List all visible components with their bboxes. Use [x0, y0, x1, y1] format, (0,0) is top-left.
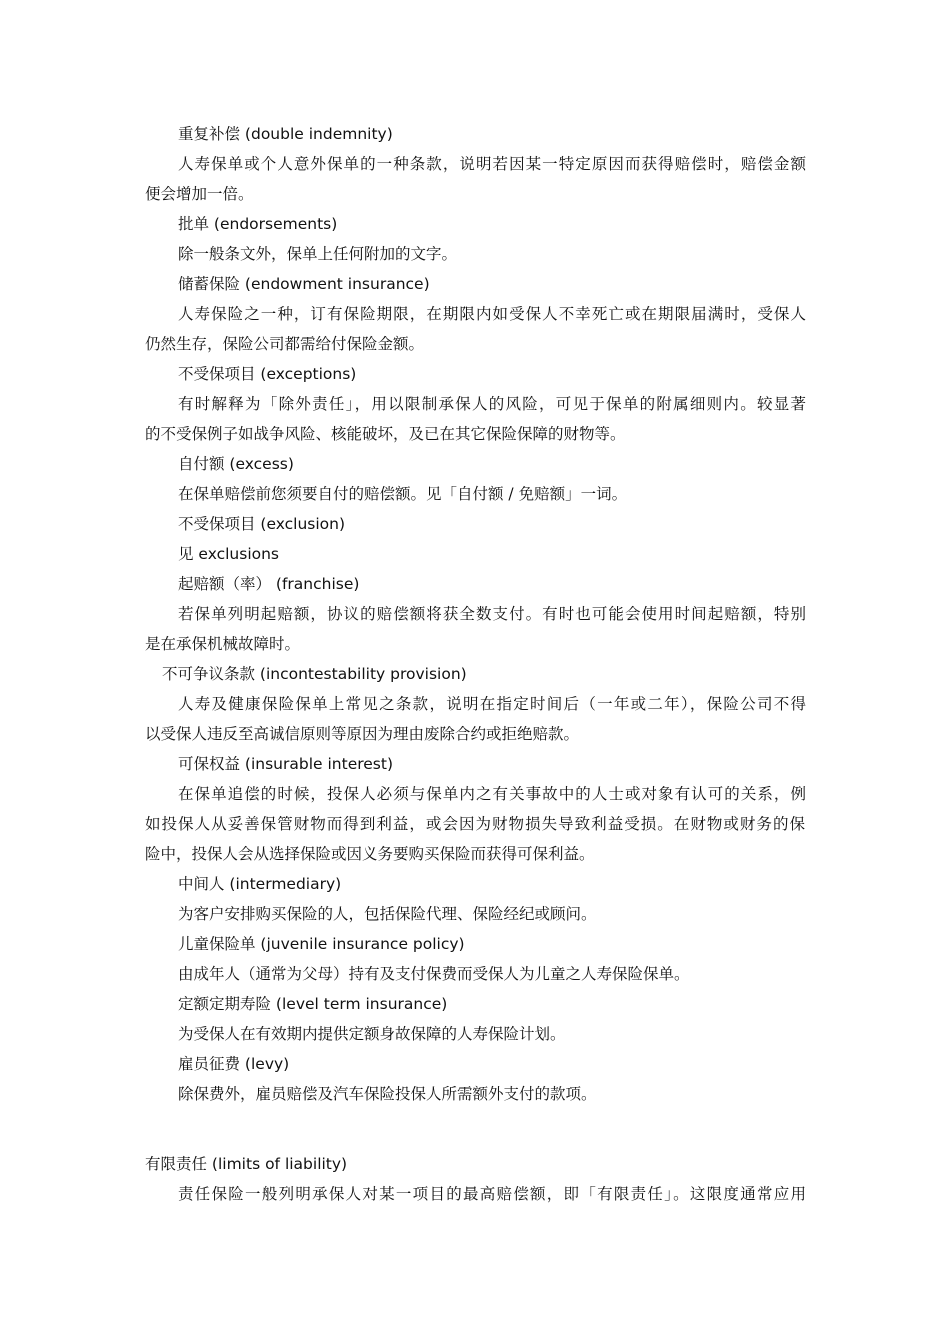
definition-line: 有时解释为「除外责任」，用以限制承保人的风险，可见于保单的附属细则内。较显著	[178, 395, 806, 413]
definition-line: 以受保人违反至高诚信原则等原因为理由废除合约或拒绝赔款。	[145, 725, 580, 743]
definition-line: 为客户安排购买保险的人，包括保险代理、保险经纪或顾问。	[178, 905, 597, 923]
term-heading: 批单 (endorsements)	[178, 215, 338, 233]
definition-line: 在保单赔偿前您须要自付的赔偿额。见「自付额 / 免赔额」一词。	[178, 485, 628, 503]
term-heading: 可保权益 (insurable interest)	[178, 755, 393, 773]
term-heading: 中间人 (intermediary)	[178, 875, 342, 893]
definition-line: 仍然生存，保险公司都需给付保险金额。	[145, 335, 425, 353]
definition-line: 若保单列明起赔额，协议的赔偿额将获全数支付。有时也可能会使用时间起赔额，特别	[178, 605, 806, 623]
definition-line: 见 exclusions	[178, 545, 280, 563]
definition-line: 除一般条文外，保单上任何附加的文字。	[178, 245, 458, 263]
definition-line: 险中，投保人会从选择保险或因义务要购买保险而获得可保利益。	[145, 845, 595, 863]
definition-line: 人寿保险之一种，订有保险期限，在期限内如受保人不幸死亡或在期限届满时，受保人	[178, 305, 806, 323]
definition-line: 责任保险一般列明承保人对某一项目的最高赔偿额，即「有限责任」。这限度通常应用	[178, 1185, 806, 1203]
term-heading: 定额定期寿险 (level term insurance)	[178, 995, 448, 1013]
term-heading: 雇员征费 (levy)	[178, 1055, 290, 1073]
term-heading: 有限责任 (limits of liability)	[145, 1155, 348, 1173]
definition-line: 如投保人从妥善保管财物而得到利益，或会因为财物损失导致利益受损。在财物或财务的保	[145, 815, 805, 833]
term-heading: 不受保项目 (exceptions)	[178, 365, 357, 383]
definition-line: 人寿保单或个人意外保单的一种条款，说明若因某一特定原因而获得赔偿时，赔偿金额	[178, 155, 806, 173]
term-heading: 儿童保险单 (juvenile insurance policy)	[178, 935, 465, 953]
definition-line: 人寿及健康保险保单上常见之条款，说明在指定时间后（一年或二年），保险公司不得	[178, 695, 806, 713]
term-heading: 不可争议条款 (incontestability provision)	[162, 665, 467, 683]
term-heading: 自付额 (excess)	[178, 455, 294, 473]
term-heading: 不受保项目 (exclusion)	[178, 515, 346, 533]
term-heading: 储蓄保险 (endowment insurance)	[178, 275, 430, 293]
definition-line: 是在承保机械故障时。	[145, 635, 301, 653]
definition-line: 的不受保例子如战争风险、核能破坏，及已在其它保险保障的财物等。	[145, 425, 626, 443]
definition-line: 便会增加一倍。	[145, 185, 254, 203]
term-heading: 起赔额（率） (franchise)	[178, 575, 360, 593]
definition-line: 在保单追偿的时候，投保人必须与保单内之有关事故中的人士或对象有认可的关系，例	[178, 785, 806, 803]
definition-line: 为受保人在有效期内提供定额身故保障的人寿保险计划。	[178, 1025, 566, 1043]
definition-line: 由成年人（通常为父母）持有及支付保费而受保人为儿童之人寿保险保单。	[178, 965, 690, 983]
term-heading: 重复补偿 (double indemnity)	[178, 125, 393, 143]
definition-line: 除保费外，雇员赔偿及汽车保险投保人所需额外支付的款项。	[178, 1085, 597, 1103]
